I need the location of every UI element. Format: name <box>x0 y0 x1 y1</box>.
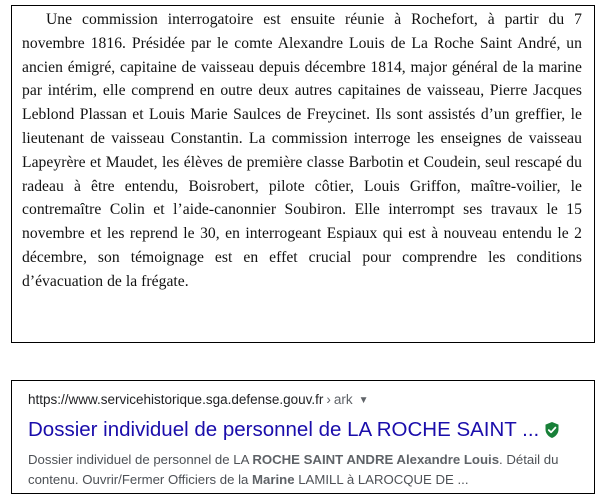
caret-down-icon[interactable]: ▼ <box>358 395 369 406</box>
excerpt-paragraph: Une commission interrogatoire est ensuite réunie à Rochefort, à partir du 7 novembre 1816. Présidée par le comte Alexandre Louis de La Roche Saint André, un ancien émigré, capitaine de vaisseau depuis décembre 1814, major général de la marine par intérim, elle comprend en outre deux autres capitaines de vaisseau, Pierre Jacques Leblond Plassan et Louis Marie Saulces de Freycinet. Ils sont assistés d’un greffier, le lieutenant de vaisseau Constantin. La commission interroge les enseignes de vaisseau Lapeyrère et Maudet, les élèves de première classe Barbotin et Coudein, seul rescapé du radeau à être entendu, Boisrobert, pilote côtier, Louis Griffon, maître-voilier, le contremaître Colin et l’aide-canonnier Soubiron. Elle interrompt ses travaux le 15 novembre et les reprend le 30, en interrogeant Espiaux qui est à nouveau entendu le 2 décembre, son témoignage est en effet crucial pour comprendre les conditions d’évacuation de la frégate. <box>22 11 582 290</box>
breadcrumb-separator: › <box>326 392 331 407</box>
result-url-crumb[interactable]: ark <box>333 392 353 407</box>
snippet-bold-1: ROCHE SAINT ANDRE Alexandre Louis <box>252 452 500 467</box>
snippet-text-2: . Détail du contenu. Ouvrir/Fermer Officiers de la <box>28 452 559 487</box>
snippet-bold-2: Marine <box>252 472 295 487</box>
result-url-host[interactable]: https://www.servicehistorique.sga.defense.gouv.fr <box>28 392 324 407</box>
snippet-text-3: LAMILL à LAROCQUE DE ... <box>294 472 469 487</box>
search-result-card <box>11 380 595 494</box>
result-snippet <box>28 450 588 490</box>
result-title-link[interactable] <box>28 417 584 443</box>
result-title-text[interactable]: Dossier individuel de personnel de LA ROCHE SAINT ... <box>28 418 540 441</box>
result-url-line[interactable] <box>28 391 584 411</box>
snippet-text-1: Dossier individuel de personnel de LA <box>28 452 253 467</box>
verified-shield-icon <box>545 422 559 438</box>
book-excerpt <box>11 5 595 343</box>
